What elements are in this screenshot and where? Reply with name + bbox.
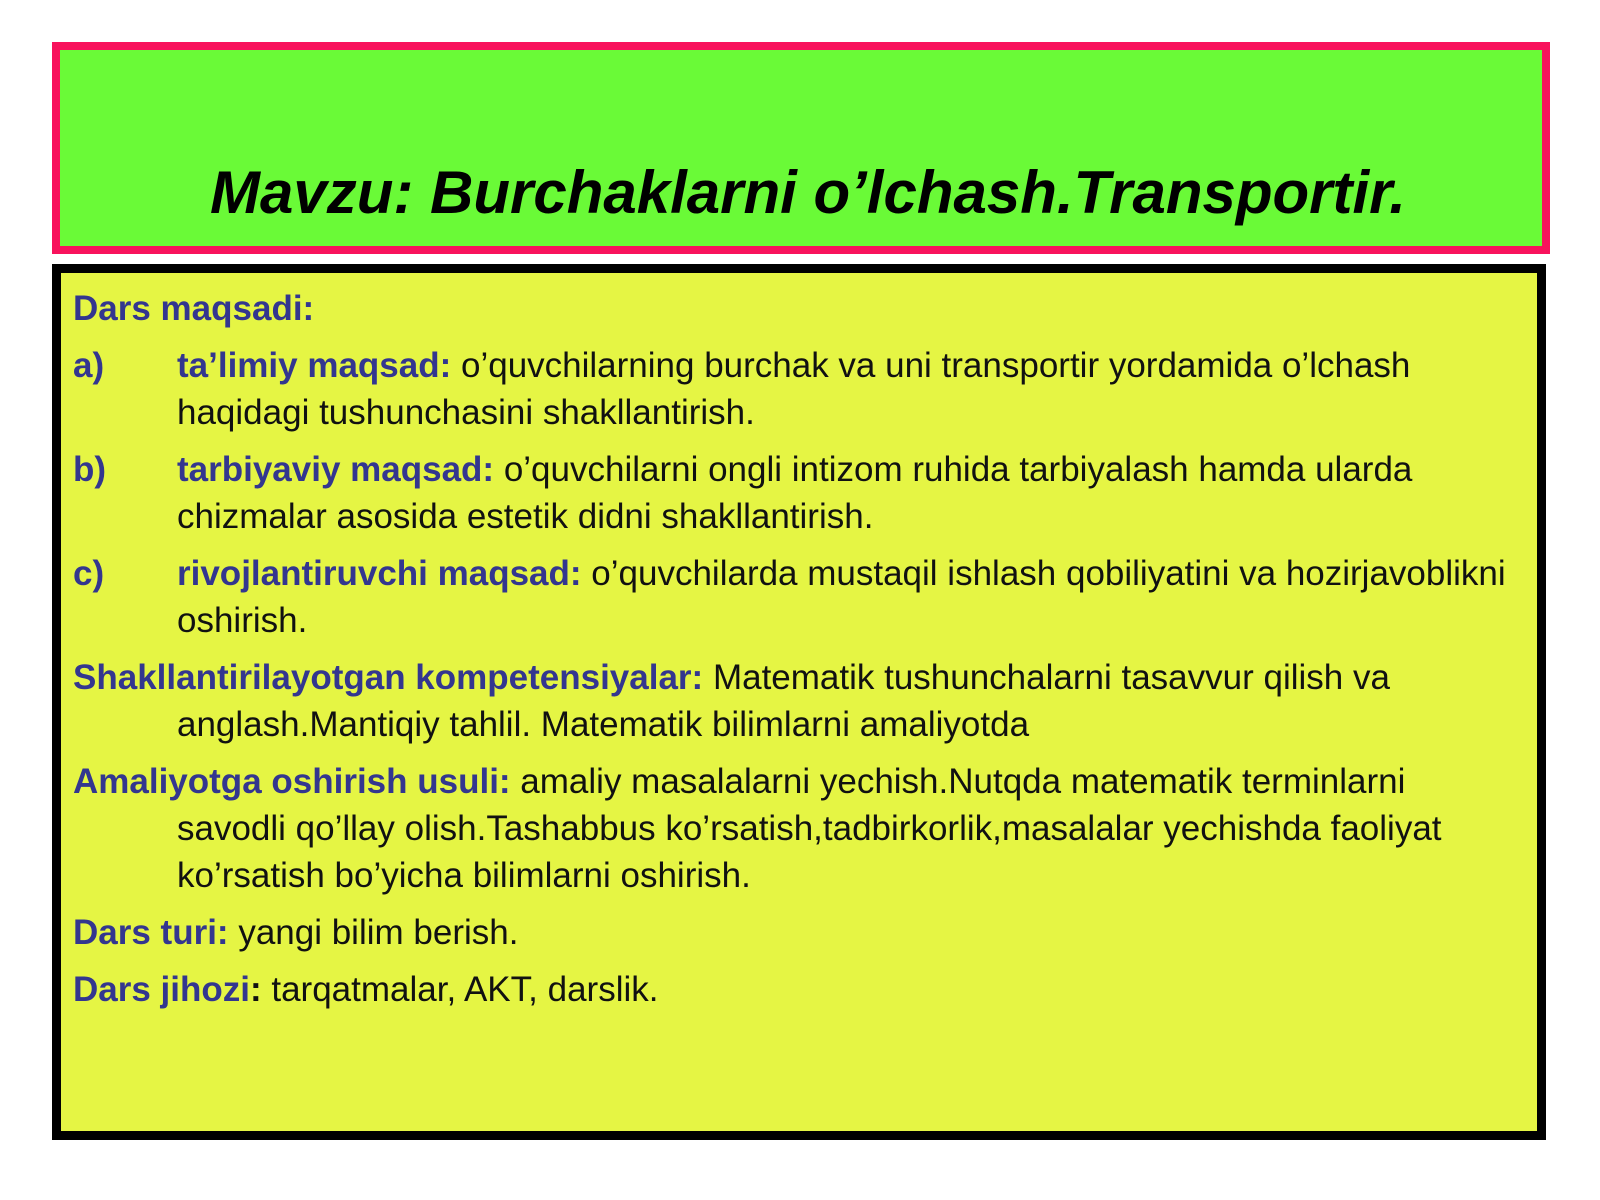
content-box: [52, 264, 1546, 1140]
slide-title: Mavzu: Burchaklarni o’lchash.Transportir.: [210, 159, 1406, 226]
equipment-block: [73, 966, 1517, 1013]
goal-text-a: o’quvchilarning burchak va uni transportir yordamida o’lchash haqidagi tushunchasini shakllantirish.: [177, 346, 1411, 432]
goal-marker-b: b): [73, 450, 107, 489]
competencies-block: [73, 654, 1517, 748]
equipment-colon: :: [249, 970, 262, 1009]
goals-heading-block: [73, 285, 1517, 332]
lesson-type-label: Dars turi:: [73, 913, 229, 952]
competencies-label: Shakllantirilayotgan kompetensiyalar:: [73, 658, 704, 697]
goal-label-a: ta’limiy maqsad:: [177, 346, 452, 385]
goal-item-c: [73, 550, 1517, 644]
goals-heading: Dars maqsadi:: [73, 289, 315, 328]
goal-label-b: tarbiyaviy maqsad:: [177, 450, 495, 489]
equipment-text: tarqatmalar, AKT, darslik.: [261, 970, 659, 1009]
competencies-text: Matematik tushunchalarni tasavvur qilish va anglash.Mantiqiy tahlil. Matematik bilimlarni amaliyotda: [177, 658, 1390, 744]
content-body: [73, 285, 1517, 1023]
goal-label-c: rivojlantiruvchi maqsad:: [177, 554, 582, 593]
lesson-type-block: [73, 909, 1517, 956]
goal-item-a: [73, 342, 1517, 436]
practice-text: amaliy masalalarni yechish.Nutqda matematik terminlarni savodli qo’llay olish.Tashabbus ko’rsatish,tadbirkorlik,masalalar yechishda faoliyat ko’rsatish bo’yicha bilimlarni oshirish.: [177, 762, 1442, 895]
lesson-type-text: yangi bilim berish.: [228, 913, 519, 952]
equipment-label: Dars jihozi: [73, 970, 250, 1009]
goal-marker-c: c): [73, 554, 105, 593]
goal-marker-a: a): [73, 346, 105, 385]
practice-block: [73, 758, 1517, 899]
practice-label: Amaliyotga oshirish usuli:: [73, 762, 511, 801]
title-box: [52, 42, 1550, 254]
goal-item-b: [73, 446, 1517, 540]
goal-text-c: o’quvchilarda mustaqil ishlash qobiliyatini va hozirjavoblikni oshirish.: [177, 554, 1506, 640]
goal-text-b: o’quvchilarni ongli intizom ruhida tarbiyalash hamda ularda chizmalar asosida estetik didni shakllantirish.: [177, 450, 1413, 536]
